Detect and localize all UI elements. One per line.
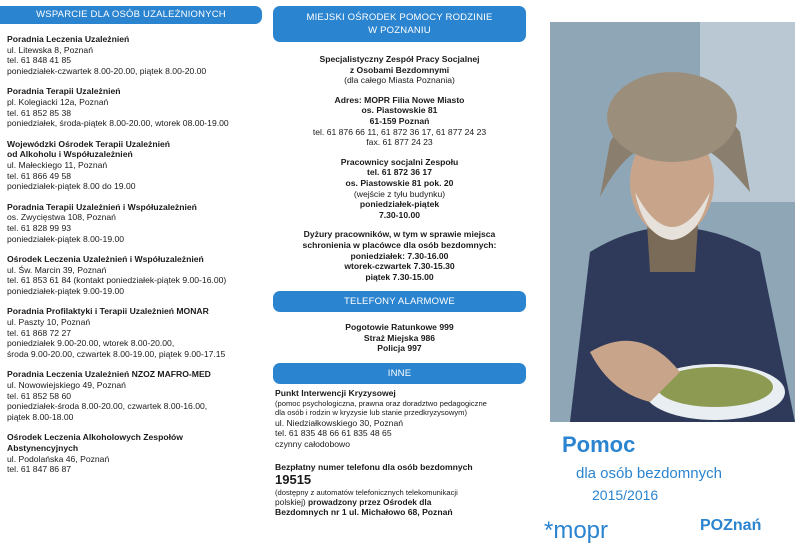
entry-name: Wojewódzki Ośrodek Terapii Uzależnień od Alkoholu i Współuzależnień [7, 138, 170, 160]
cover-title: Pomoc [562, 432, 636, 457]
free-note-2 [275, 498, 526, 508]
workers-address: os. Piastowskie 81 pok. 20 [345, 177, 454, 188]
entry-name: Poradnia Terapii Uzależnień i Współuzależnień [7, 201, 197, 212]
entry-line: tel. 61 853 61 84 (kontakt poniedziałek-piątek 9.00-16.00) [7, 275, 227, 286]
entry-line: środa 9.00-20.00, czwartek 8.00-19.00, piątek 9.00-17.15 [7, 348, 226, 359]
entry-line: os. Zwycięstwa 108, Poznań [7, 212, 116, 223]
alarm-ambulance: Pogotowie Ratunkowe 999 [345, 322, 454, 333]
duty-block [273, 229, 526, 282]
alarm-city-guard: Straż Miejska 986 [363, 332, 436, 343]
entry-name: Ośrodek Leczenia Uzależnień i Współuzależnień [7, 254, 204, 265]
duty-line-2: schronienia w placówce dla osób bezdomnych: [302, 239, 497, 250]
team-block [273, 54, 526, 86]
cover-panel [540, 0, 800, 551]
address-block [273, 95, 526, 148]
duty-line-1: Dyżury pracowników, w tym w sprawie miejsca [303, 229, 496, 240]
homeless-man-illustration [550, 22, 795, 422]
entry-line: poniedziałek, środa-piątek 8.00-20.00, wtorek 08.00-19.00 [7, 118, 229, 129]
free-note-1: (dostępny z automatów telefonicznych telekomunikacji [275, 488, 458, 498]
crisis-hours: czynny całodobowo [275, 439, 351, 450]
entry-name: Poradnia Leczenia Uzależnień [7, 34, 130, 44]
address-line-2: os. Piastowskie 81 [361, 105, 438, 116]
crisis-desc-2: dla osób i rodzin w kryzysie lub stanie przedkryzysowym) [275, 408, 468, 418]
address-tel: tel. 61 876 66 11, 61 872 36 17, 61 877 24 23 [312, 126, 487, 137]
entry-name: Poradnia Terapii Uzależnień [7, 86, 121, 97]
free-note-2b: prowadzony przez Ośrodek dla [308, 496, 432, 507]
cover-photo [550, 22, 795, 422]
entry-name: Poradnia Leczenia Uzależnień NZOZ MAFRO-MED [7, 369, 211, 380]
entry-line: poniedziałek-piątek 8.00 do 19.00 [7, 181, 136, 192]
entry-line: tel. 61 852 85 38 [7, 107, 72, 118]
addiction-entry [7, 202, 262, 244]
poznan-logo: POZnań [700, 517, 762, 534]
cover-subtitle: dla osób bezdomnych [576, 465, 722, 482]
addiction-entry [7, 306, 262, 359]
addiction-support-banner: WSPARCIE DLA OSÓB UZALEŻNIONYCH [0, 6, 262, 24]
crisis-tel: tel. 61 835 48 66 61 835 48 65 [275, 428, 392, 439]
crisis-desc-1: (pomoc psychologiczna, prawna oraz doradztwo pedagogiczne [275, 398, 487, 408]
entry-line: tel. 61 868 72 27 [7, 327, 72, 338]
addiction-entry [7, 254, 262, 296]
entry-line: ul. Małeckiego 11, Poznań [7, 159, 108, 170]
workers-title: Pracownicy socjalni Zespołu [340, 156, 459, 167]
crisis-block [273, 388, 526, 450]
entry-line: poniedziałek-środa 8.00-20.00, czwartek 8.00-16.00, [7, 401, 208, 412]
entry-line: piątek 8.00-18.00 [7, 411, 74, 422]
alarm-banner: TELEFONY ALARMOWE [273, 291, 526, 312]
entry-line: poniedziałek-piątek 8.00-19.00 [7, 233, 125, 244]
entry-line: tel. 61 848 41 85 [7, 55, 72, 66]
entry-line: tel. 61 866 49 58 [7, 170, 72, 181]
entry-line: poniedziałek-czwartek 8.00-20.00, piątek 8.00-20.00 [7, 65, 207, 76]
addiction-support-column [0, 0, 262, 485]
entry-line: ul. Paszty 10, Poznań [7, 317, 91, 328]
team-note: (dla całego Miasta Poznania) [344, 75, 455, 86]
entry-line: tel. 61 847 86 87 [7, 464, 72, 475]
free-note-2a: polskiej) [275, 496, 309, 507]
addiction-entry [7, 34, 262, 76]
workers-hours: 7.30-10.00 [378, 209, 421, 220]
workers-block [273, 157, 526, 221]
entry-name: Ośrodek Leczenia Alkoholowych Zespołów Abstynencyjnych [7, 432, 183, 453]
duty-line-3: poniedziałek: 7.30-16.00 [350, 250, 449, 261]
addiction-entry [7, 139, 262, 192]
duty-line-4: wtorek-czwartek 7.30-15.30 [344, 261, 455, 272]
cover-years: 2015/2016 [592, 487, 659, 503]
crisis-name: Punkt Interwencji Kryzysowej [275, 388, 396, 399]
entry-line: tel. 61 852 58 60 [7, 390, 72, 401]
entry-line: poniedziałek 9.00-20.00, wtorek 8.00-20.00, [7, 338, 175, 349]
crisis-address: ul. Niedziałkowskiego 30, Poznań [275, 417, 404, 428]
entry-line: ul. Św. Marcin 39, Poznań [7, 264, 107, 275]
mopr-info-column [273, 0, 526, 518]
mopr-banner: MIEJSKI OŚRODEK POMOCY RODZINIE W POZNANIU [273, 6, 526, 42]
entry-line: poniedziałek-piątek 9.00-19.00 [7, 285, 125, 296]
workers-tel: tel. 61 872 36 17 [367, 167, 432, 178]
entry-line: ul. Litewska 8, Poznań [7, 44, 93, 55]
address-line-3: 61-159 Poznań [369, 115, 430, 126]
duty-line-5: piątek 7.30-15.00 [365, 271, 434, 282]
entry-line: pl. Kolegiacki 12a, Poznań [7, 96, 109, 107]
alarm-block [273, 322, 526, 354]
addiction-entry [7, 432, 262, 474]
addiction-entry [7, 86, 262, 128]
entry-name: Poradnia Profilaktyki i Terapii Uzależnień MONAR [7, 306, 209, 317]
mopr-logo: *mopr [544, 517, 609, 544]
address-fax: fax. 61 877 24 23 [366, 137, 433, 148]
team-line-1: Specjalistyczny Zespół Pracy Socjalnej [319, 54, 480, 64]
alarm-police: Policja 997 [377, 343, 422, 354]
entry-line: ul. Nowowiejskiego 49, Poznań [7, 380, 126, 391]
workers-days: poniedziałek-piątek [359, 199, 440, 210]
address-line-1: Adres: MOPR Filia Nowe Miasto [334, 94, 465, 105]
workers-note: (wejście z tyłu budynku) [353, 188, 446, 199]
addiction-entry [7, 369, 262, 422]
free-note-3: Bezdomnych nr 1 ul. Michałowo 68, Poznań [275, 507, 453, 518]
addiction-entries-list [0, 34, 262, 475]
other-banner: INNE [273, 363, 526, 384]
team-line-2: z Osobami Bezdomnymi [349, 64, 450, 75]
entry-line: ul. Podolańska 46, Poznań [7, 453, 110, 464]
free-number: 19515 [275, 472, 312, 488]
entry-line: tel. 61 828 99 93 [7, 222, 72, 233]
free-number-title: Bezpłatny numer telefonu dla osób bezdomnych [275, 461, 473, 472]
free-number-block [273, 462, 526, 518]
